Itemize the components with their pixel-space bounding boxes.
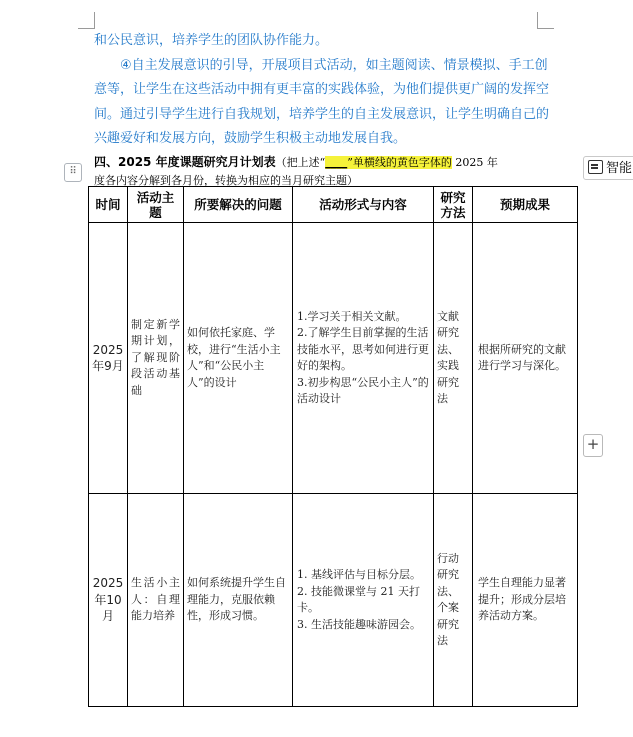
- row2-form-item: 1. 基线评估与目标分层。: [297, 568, 421, 581]
- smart-table-icon: [588, 160, 603, 174]
- section-note-highlight: [325, 156, 452, 169]
- row2-form-item: 2. 技能微课堂与 21 天打卡。: [297, 584, 420, 614]
- intro-text: [94, 29, 549, 152]
- section-note-mid: ”单横线的黄色字体的: [347, 156, 452, 169]
- row2-outcome: 学生自理能力显著提升；形成分层培养活动方案。: [473, 494, 578, 707]
- table-row: [89, 223, 578, 494]
- section-note-line2: 度各内容分解到各月份，转换为相应的当月研究主题）: [94, 173, 358, 187]
- intro-item-4: ④自主发展意识的引导，开展项目式活动，如主题阅读、情景模拟、手工创意等，让学生在这些活动中拥有更丰富的实践体验，为他们提供更广阔的发挥空间。通过引导学生进行自我规划，培养学生的自主发展意识，让学生明确自己的兴趣爱好和发展方向，鼓励学生积极主动地发展自我。: [94, 57, 550, 146]
- smart-button[interactable]: [583, 156, 633, 180]
- header-time: 时间: [89, 187, 128, 223]
- row1-form-item: 1.学习关于相关文献。: [297, 309, 407, 323]
- row1-outcome: 根据所研究的文献进行学习与深化。: [473, 223, 578, 494]
- smart-button-label: 智能: [606, 161, 633, 176]
- research-plan-table: [88, 186, 578, 707]
- add-column-button[interactable]: [583, 434, 603, 457]
- row1-time: 2025年9月: [89, 223, 128, 494]
- plus-icon: +: [586, 435, 600, 453]
- row1-theme: 制定新学期计划，了解现阶段活动基础: [128, 223, 184, 494]
- crop-mark-left-vertical: [94, 12, 95, 28]
- section-note-year: 2025 年: [451, 156, 498, 169]
- crop-mark-right-vertical: [537, 12, 538, 28]
- intro-continuation: 和公民意识，培养学生的团队协作能力。: [94, 33, 329, 48]
- header-problem: 所要解决的问题: [184, 187, 293, 223]
- row2-method: 行动研究法、个案研究法: [434, 494, 473, 707]
- section-title: 四、2025 年度课题研究月计划表: [94, 155, 276, 169]
- row2-form: [293, 494, 434, 707]
- drag-handle-icon: ⠿: [69, 166, 77, 177]
- crop-mark-left-horizontal: [78, 28, 95, 29]
- row1-form-item: 2.了解学生目前掌握的生活技能水平，思考如何进行更好的架构。: [297, 326, 429, 372]
- section-heading: [94, 154, 549, 189]
- table-header-row: [89, 187, 578, 223]
- table-row: [89, 494, 578, 707]
- row1-problem: 如何依托家庭、学校，进行“生活小主人”和“公民小主人”的设计: [184, 223, 293, 494]
- row2-theme: 生活小主人：自理能力培养: [128, 494, 184, 707]
- row1-method: 文献研究法、实践研究法: [434, 223, 473, 494]
- row1-form: [293, 223, 434, 494]
- row2-form-item: 3. 生活技能趣味游园会。: [297, 617, 421, 631]
- header-theme: 活动主题: [128, 187, 184, 223]
- header-outcome: 预期成果: [473, 187, 578, 223]
- row1-form-item: 3.初步构思“公民小主人”的活动设计: [297, 375, 429, 405]
- row2-time: 2025年10月: [89, 494, 128, 707]
- header-method: 研究方法: [434, 187, 473, 223]
- row2-problem: 如何系统提升学生自理能力，克服依赖性，形成习惯。: [184, 494, 293, 707]
- section-note-blank: ____: [325, 156, 348, 169]
- header-form: 活动形式与内容: [293, 187, 434, 223]
- section-note-prefix: （把上述“: [275, 156, 326, 169]
- table-move-handle[interactable]: [64, 163, 82, 182]
